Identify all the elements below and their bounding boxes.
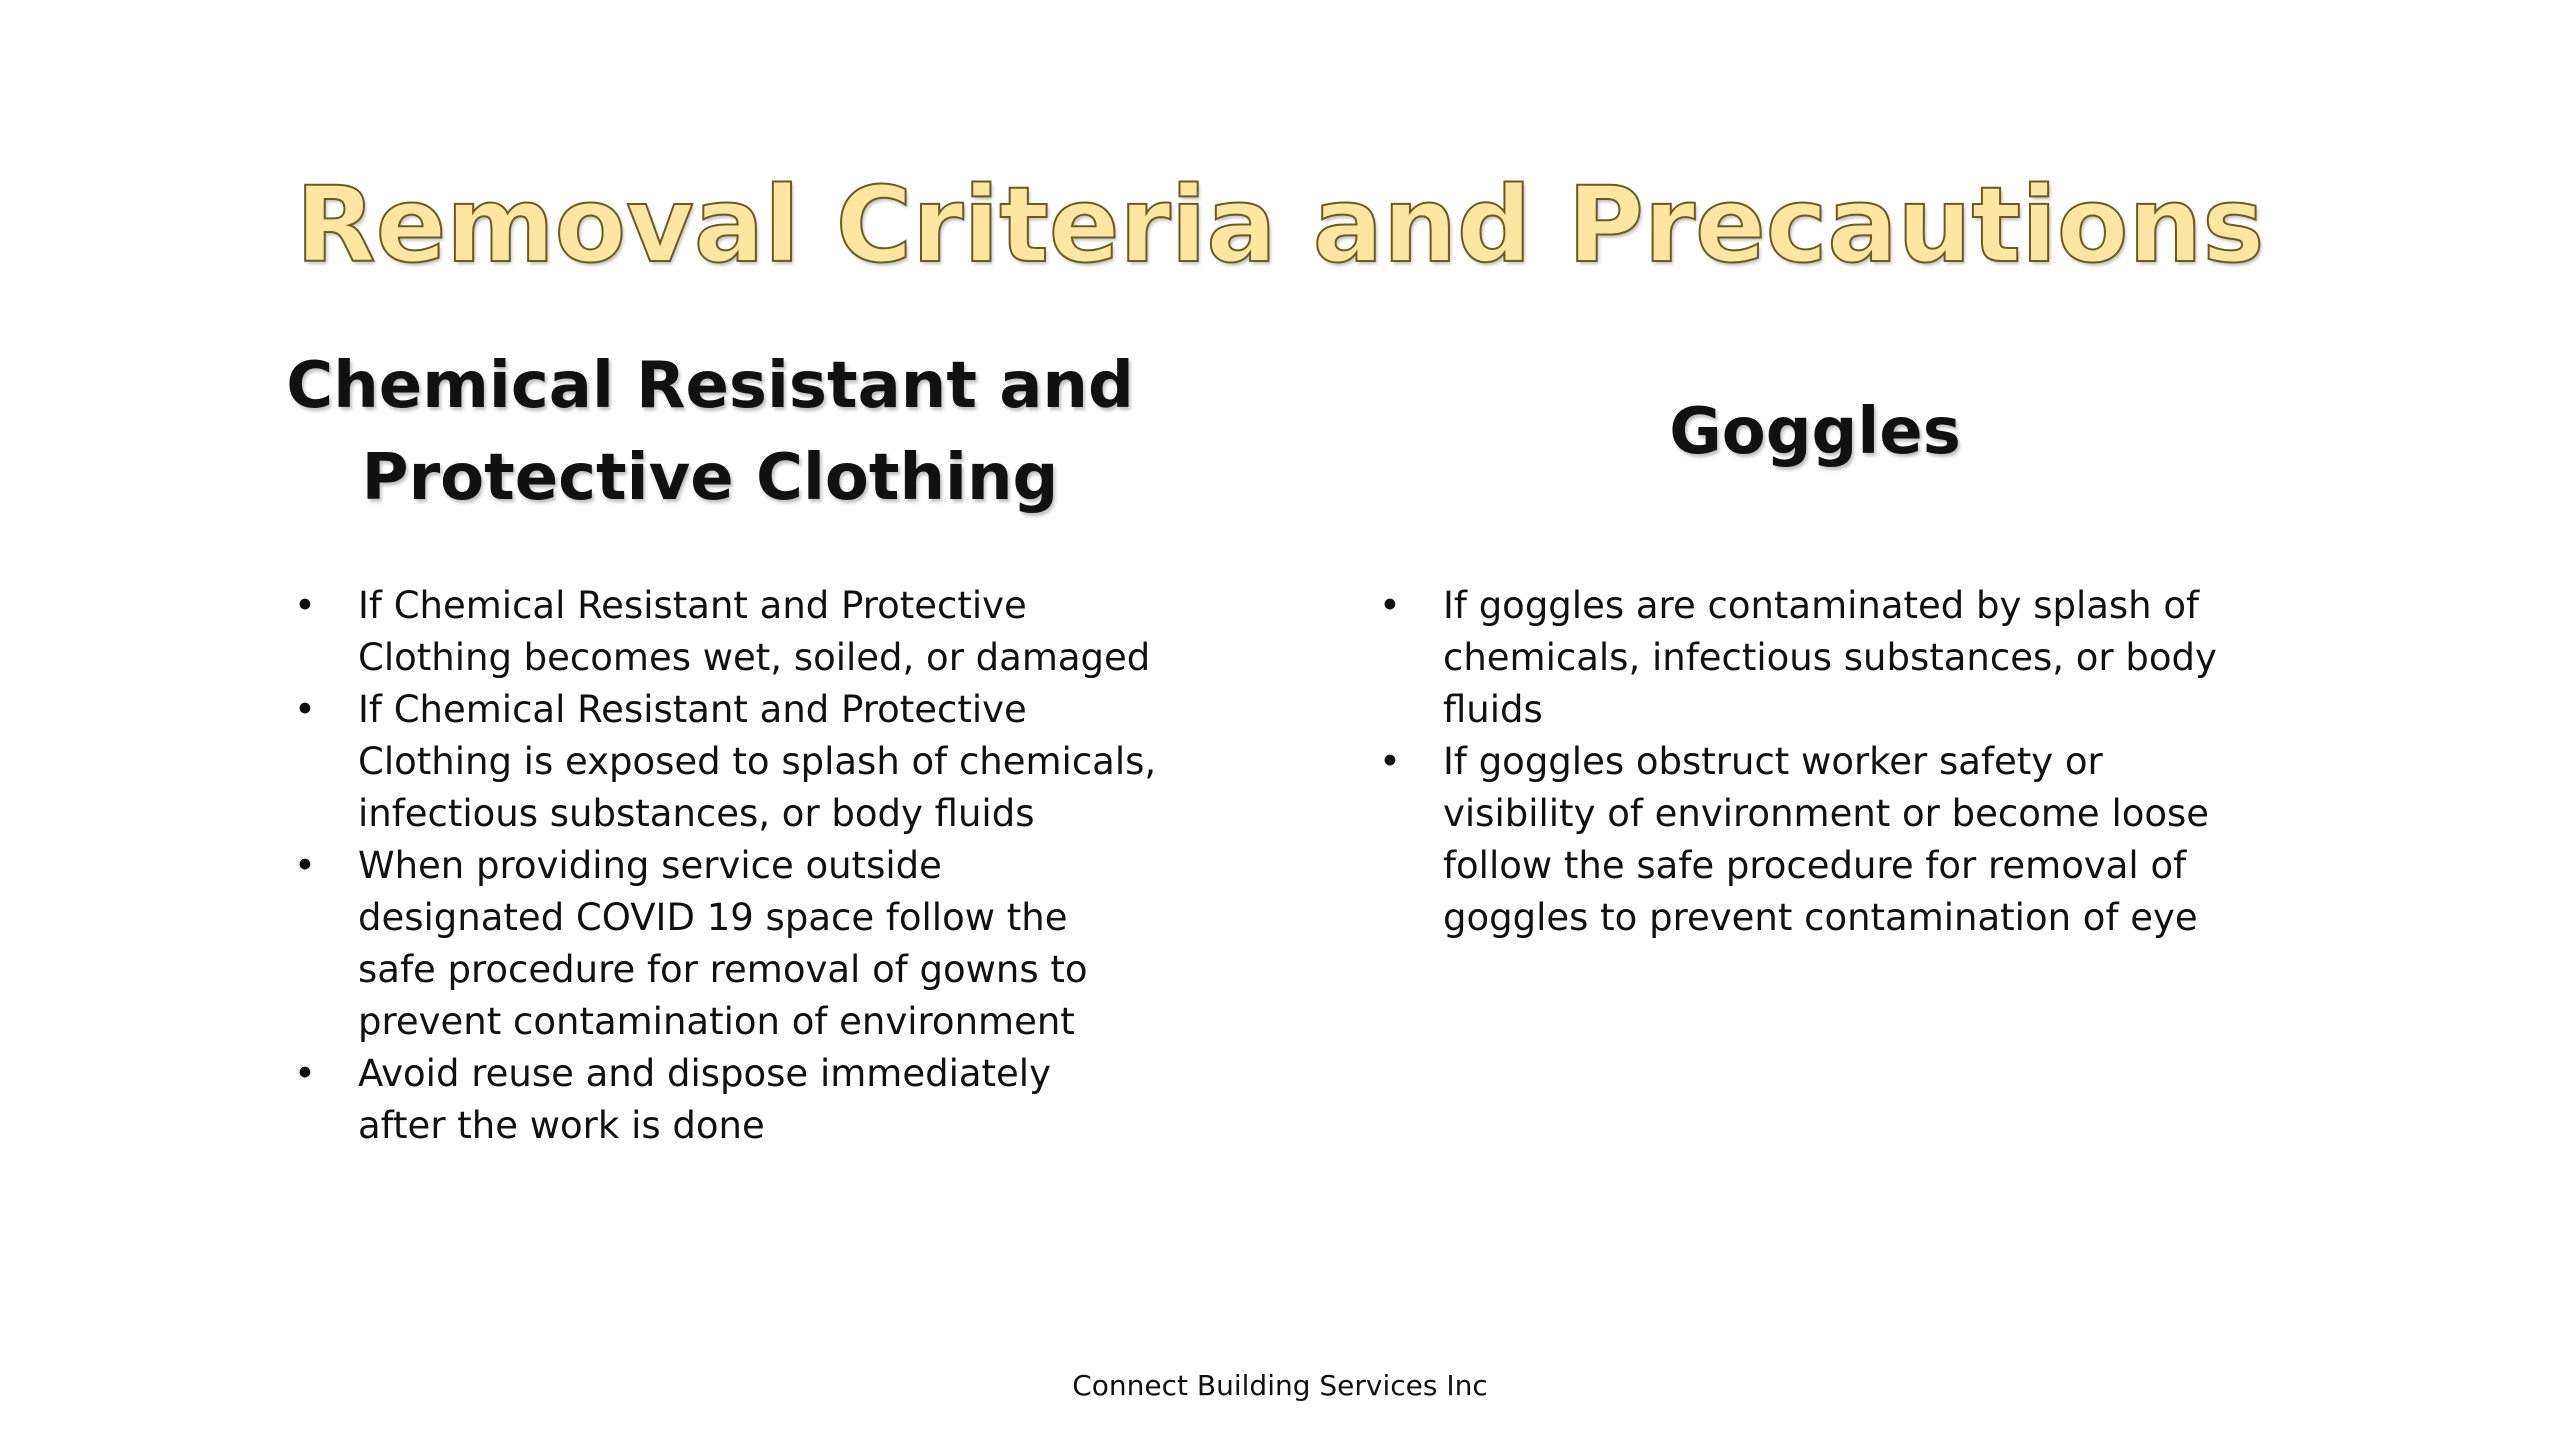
list-item bbox=[280, 1048, 1140, 1152]
left-column-heading bbox=[280, 340, 1140, 524]
bullet-icon: • bbox=[294, 688, 316, 731]
right-heading-line: Goggles bbox=[1669, 395, 1961, 469]
slide-title: Removal Criteria and Precautions bbox=[295, 164, 2265, 286]
list-item bbox=[1365, 580, 2265, 736]
list-item bbox=[280, 840, 1140, 1048]
bullet-text-line: after the work is done bbox=[358, 1104, 765, 1147]
bullet-text-line: chemicals, infectious substances, or body bbox=[1443, 636, 2217, 679]
list-item bbox=[280, 580, 1151, 684]
bullet-text-line: When providing service outside bbox=[358, 844, 942, 887]
bullet-text-line: If goggles are contaminated by splash of bbox=[1443, 584, 2200, 627]
bullet-text-line: designated COVID 19 space follow the bbox=[358, 896, 1068, 939]
bullet-icon: • bbox=[294, 1052, 316, 1095]
bullet-text-line: Clothing becomes wet, soiled, or damaged bbox=[358, 636, 1151, 679]
left-bullet-list bbox=[280, 580, 1157, 1152]
bullet-text-line: safe procedure for removal of gowns to bbox=[358, 948, 1088, 991]
bullet-icon: • bbox=[294, 584, 316, 627]
bullet-text-line: follow the safe procedure for removal of bbox=[1443, 844, 2187, 887]
bullet-text-line: If goggles obstruct worker safety or bbox=[1443, 740, 2103, 783]
bullet-text-line: Clothing is exposed to splash of chemicals, bbox=[358, 740, 1157, 783]
bullet-text-line: fluids bbox=[1443, 688, 1543, 731]
bullet-text-line: If Chemical Resistant and Protective bbox=[358, 584, 1027, 627]
bullet-text-line: Avoid reuse and dispose immediately bbox=[358, 1052, 1051, 1095]
bullet-text-line: visibility of environment or become loose bbox=[1443, 792, 2210, 835]
right-column-heading bbox=[1365, 386, 2265, 478]
bullet-text-line: prevent contamination of environment bbox=[358, 1000, 1075, 1043]
right-bullet-list bbox=[1365, 580, 2265, 944]
bullet-icon: • bbox=[1379, 584, 1401, 627]
bullet-text-line: infectious substances, or body fluids bbox=[358, 792, 1035, 835]
left-heading-line: Protective Clothing bbox=[361, 441, 1059, 515]
list-item bbox=[1365, 736, 2265, 944]
footer-text: Connect Building Services Inc bbox=[1072, 1369, 1488, 1402]
bullet-icon: • bbox=[294, 844, 316, 887]
list-item bbox=[280, 684, 1157, 840]
bullet-text-line: goggles to prevent contamination of eye bbox=[1443, 896, 2198, 939]
bullet-icon: • bbox=[1379, 740, 1401, 783]
left-heading-line: Chemical Resistant and bbox=[286, 349, 1134, 423]
bullet-text-line: If Chemical Resistant and Protective bbox=[358, 688, 1027, 731]
